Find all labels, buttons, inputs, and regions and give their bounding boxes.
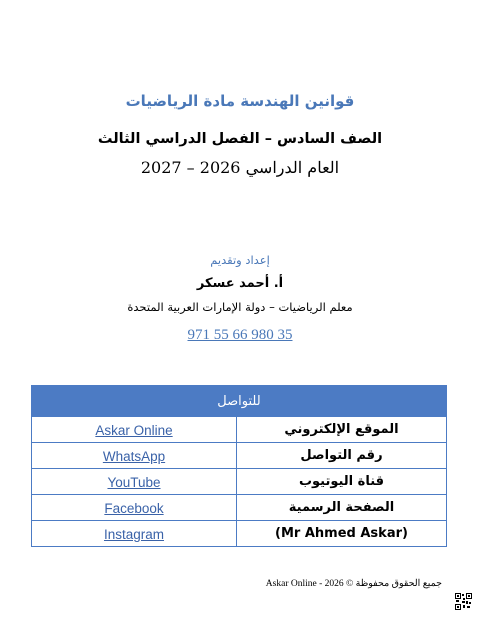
- contact-label: رقم التواصل: [237, 443, 447, 469]
- contact-table-header: للتواصل: [32, 386, 447, 417]
- contact-label: الصفحة الرسمية: [237, 495, 447, 521]
- grade-line: الصف السادس – الفصل الدراسي الثالث: [97, 131, 383, 147]
- contact-row: [32, 469, 447, 495]
- whatsapp-link[interactable]: WhatsApp: [102, 449, 166, 464]
- academic-year: العام الدراسي 2026 – 2027: [140, 158, 340, 177]
- instagram-link[interactable]: Instagram: [103, 527, 165, 542]
- contact-row: [32, 495, 447, 521]
- youtube-link[interactable]: YouTube: [107, 475, 161, 490]
- contact-label: الموقع الإلكتروني: [237, 417, 447, 443]
- contact-label: قناة اليوتيوب: [237, 469, 447, 495]
- qr-code-icon: [455, 593, 472, 610]
- facebook-link[interactable]: Facebook: [104, 501, 164, 516]
- contact-table: [31, 385, 447, 547]
- contact-row: [32, 417, 447, 443]
- phone-link[interactable]: 971 55 66 980 35: [187, 327, 293, 343]
- author-name: أ. أحمد عسكر: [196, 276, 284, 291]
- askar-online-link[interactable]: Askar Online: [95, 423, 173, 438]
- author-role: معلم الرياضيات – دولة الإمارات العربية المتحدة: [127, 300, 353, 314]
- prepared-by-label: إعداد وتقديم: [210, 253, 270, 267]
- contact-row: [32, 443, 447, 469]
- copyright-text: جميع الحقوق محفوظة © 2026 - Askar Online: [265, 579, 442, 589]
- subject-title: قوانين الهندسة مادة الرياضيات: [125, 92, 355, 110]
- contact-label: (Mr Ahmed Askar): [237, 521, 447, 547]
- contact-row: [32, 521, 447, 547]
